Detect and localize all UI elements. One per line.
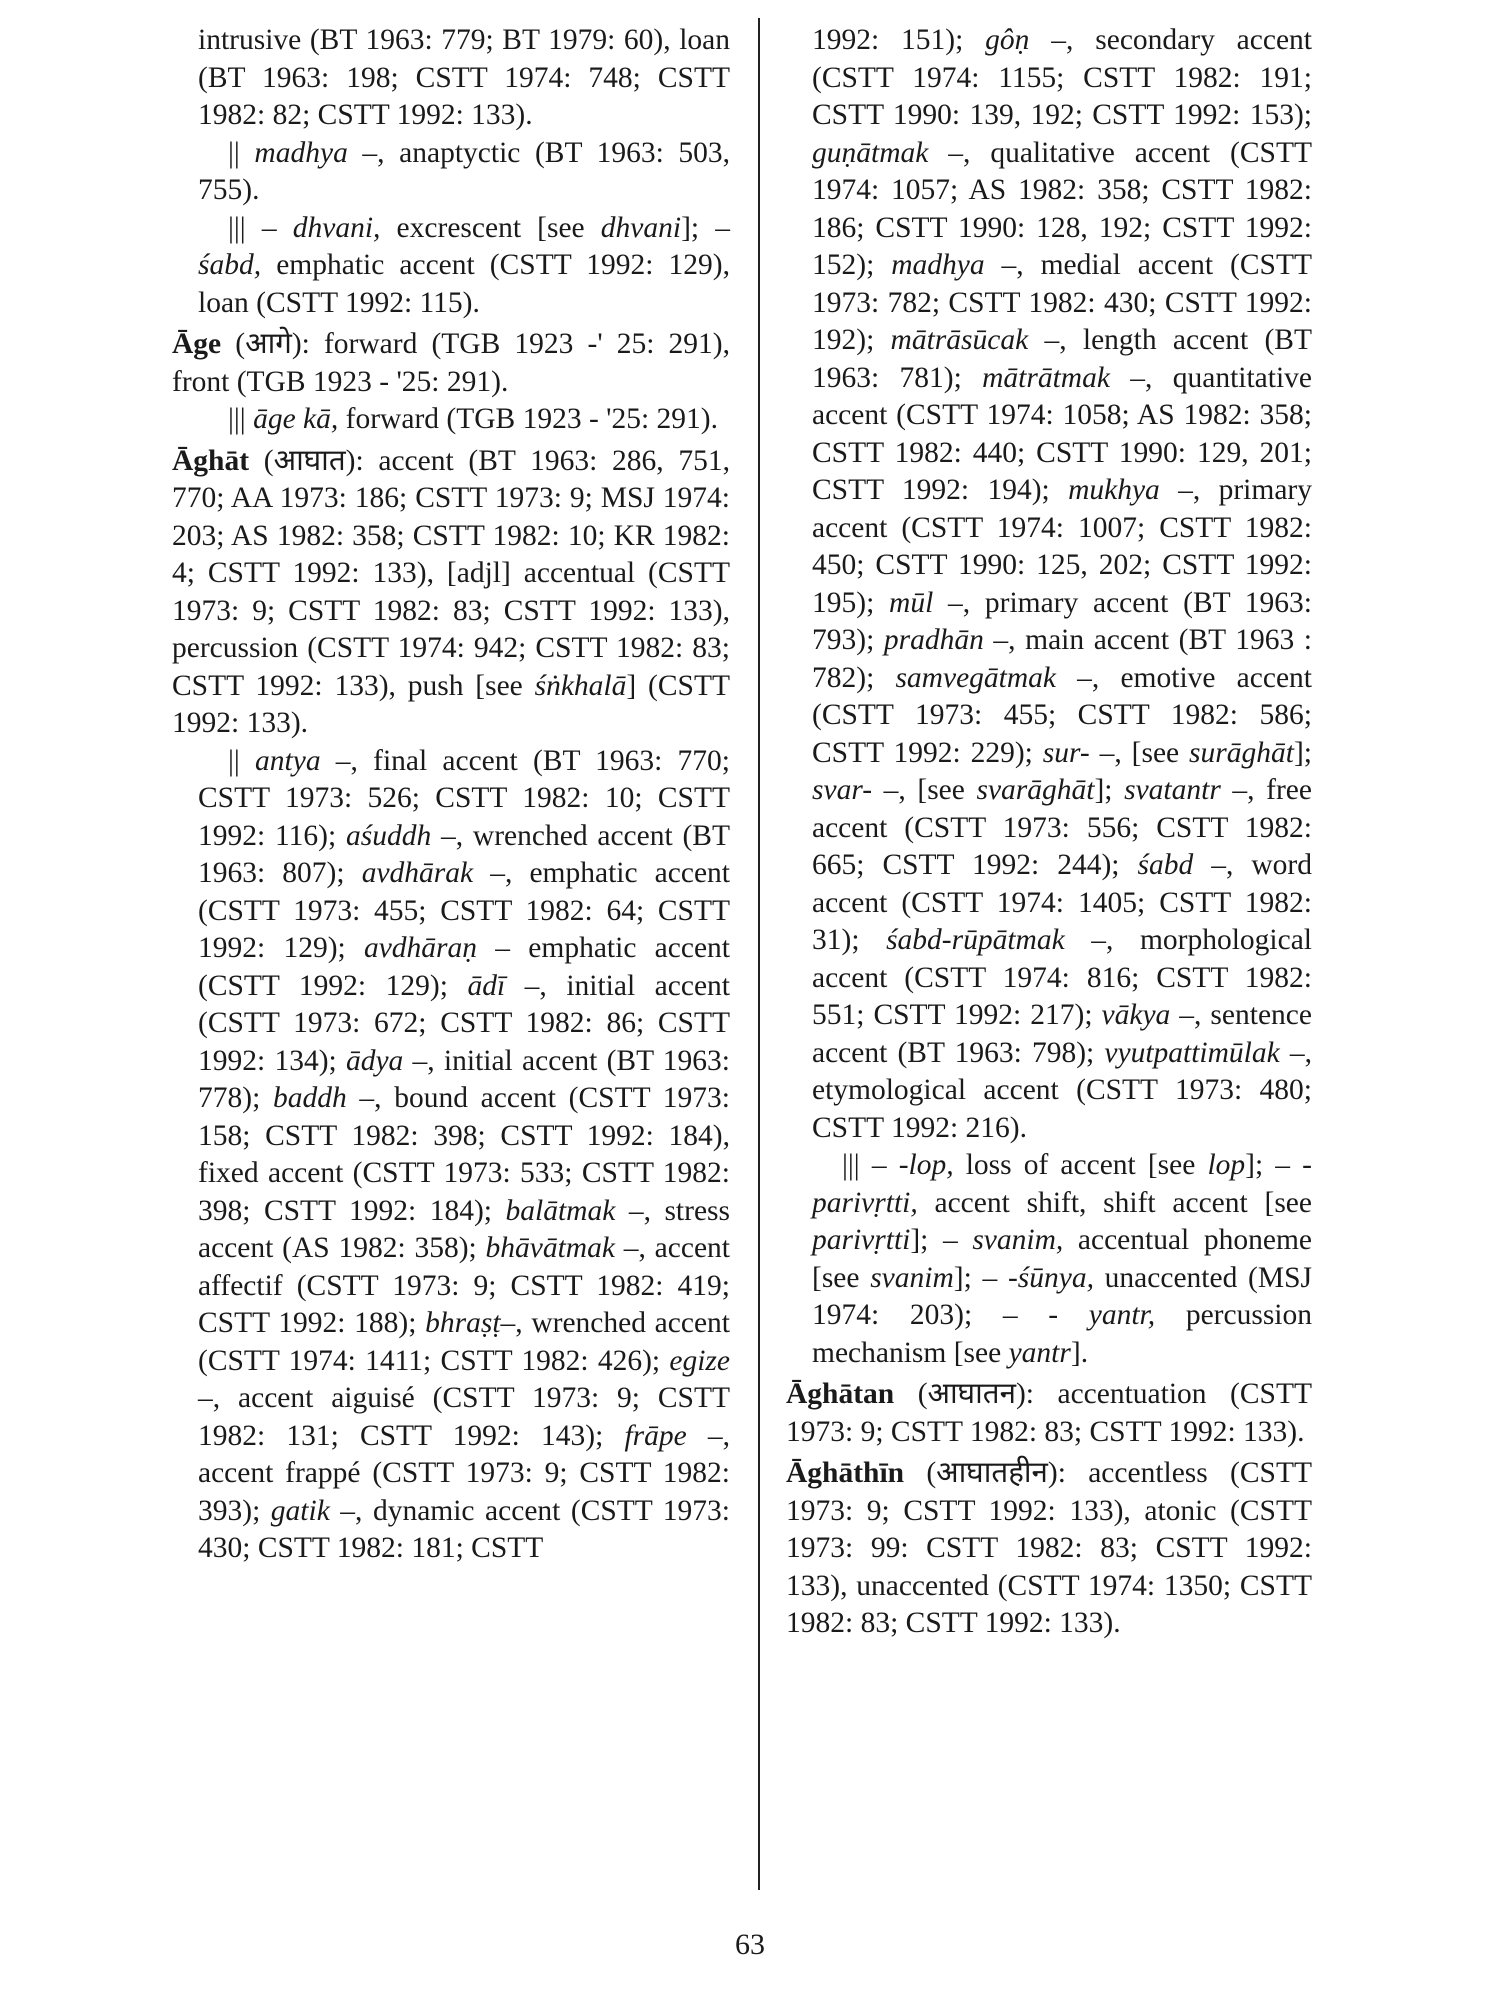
italic-term: antya <box>255 744 321 777</box>
entry-text: – emphatic accent (CSTT 1992: 129); <box>198 932 730 1002</box>
italic-term: egize <box>669 1344 730 1377</box>
italic-term: svarāghāt <box>976 774 1095 806</box>
entry-text: || <box>228 744 256 777</box>
italic-term: sur- <box>1042 736 1090 769</box>
italic-term: dhvani, <box>292 211 381 244</box>
entry-text: intrusive (BT 1963: 779; BT 1979: 60), loan (BT 1963: 198; CSTT 1974: 748; CSTT 1982: 82; CSTT 1992: 133). <box>198 24 730 131</box>
entry-text: ]; <box>1293 736 1312 769</box>
dictionary-entry <box>172 443 730 743</box>
dictionary-entry <box>172 326 730 401</box>
entry-text: –, primary accent (CSTT 1974: 1007; CSTT 1982: 450; CSTT 1990: 125, 202; CSTT 1992: 195); <box>812 474 1312 619</box>
entry-text: –, medial accent (CSTT 1973: 782; CSTT 1982: 430; CSTT 1992: 192); <box>812 249 1312 356</box>
entry-text: –, emotive accent (CSTT 1973: 455; CSTT 1982: 586; CSTT 1992: 229); <box>812 661 1312 769</box>
italic-term: ādya <box>345 1044 404 1077</box>
entry-text: –, accent frappé (CSTT 1973: 9; CSTT 1982: 393); <box>198 1419 731 1527</box>
entry-text: ]; <box>681 211 716 244</box>
entry-text: ||| – <box>842 1149 899 1181</box>
entry-text: ]. <box>1070 1336 1089 1369</box>
entry-text: (आघातहीन): accentless (CSTT 1973: 9; CSTT 1992: 133), atonic (CSTT 1973: 99: CSTT 1982: 83; CSTT 1992: 133), unaccented (CSTT 1974: 1350; CSTT 1982: 83; CSTT 1992: 133). <box>786 1457 1312 1639</box>
right-column <box>786 22 1313 1643</box>
italic-term: dhvani <box>600 211 682 244</box>
italic-term: gatik <box>270 1494 330 1527</box>
italic-term: -lop, <box>898 1149 954 1181</box>
entry-text: (आगे): forward (TGB 1923 -' 25: 291), front (TGB 1923 - '25: 291). <box>172 328 730 398</box>
entry-text: –, word accent (CSTT 1974: 1405; CSTT 1982: 31); <box>812 849 1312 956</box>
italic-term: svar- <box>812 774 873 806</box>
italic-term: -śūnya, <box>1007 1261 1094 1294</box>
italic-term: bhraṣṭ <box>425 1307 501 1339</box>
entry-text: ||| <box>228 403 254 435</box>
entry-text: ] (CSTT 1992: 133). <box>172 669 730 739</box>
entry-text: ]; <box>1094 774 1125 806</box>
entry-text: ]; – <box>953 1261 1008 1294</box>
entry-text: –, [see <box>1089 736 1190 769</box>
left-column <box>172 22 731 1568</box>
italic-term: vākya <box>1101 999 1171 1031</box>
italic-term: -parivṛtti, <box>812 1149 1312 1219</box>
italic-term: madhya <box>891 249 985 281</box>
entry-text: –, dynamic accent (CSTT 1973: 430; CSTT 1982: 181; CSTT <box>198 1494 730 1564</box>
italic-term: ādī <box>467 969 506 1002</box>
entry-text: excrescent [see <box>380 211 601 244</box>
entry-text: –, initial accent (CSTT 1973: 672; CSTT 1982: 86; CSTT 1992: 134); <box>198 969 730 1077</box>
entry-text: –, emphatic accent (CSTT 1973: 455; CSTT 1982: 64; CSTT 1992: 129); <box>198 857 730 964</box>
entry-text: –, secondary accent (CSTT 1974: 1155; CSTT 1982: 191; CSTT 1990: 139, 192; CSTT 1992: 153); <box>812 24 1313 131</box>
entry-text: –, etymological accent (CSTT 1973: 480; CSTT 1992: 216). <box>812 1036 1312 1144</box>
italic-term: mātrātmak <box>982 361 1110 394</box>
entry-text: ]; – <box>910 1224 973 1256</box>
italic-term: baddh <box>272 1082 347 1114</box>
sub-entry <box>812 1147 1312 1372</box>
italic-term: parivṛtti <box>812 1224 911 1256</box>
italic-term: avdhāraṇ <box>363 932 478 964</box>
italic-term: svanim <box>870 1261 954 1294</box>
entry-text: –, accent aiguisé (CSTT 1973: 9; CSTT 1982: 131; CSTT 1992: 143); <box>198 1382 730 1452</box>
italic-term: svatantr <box>1124 774 1221 806</box>
entry-text: (आघात): accent (BT 1963: 286, 751, 770; AA 1973: 186; CSTT 1973: 9; MSJ 1974: 203; AS 1982: 358; CSTT 1982: 10; KR 1982: 4; CSTT 1992: 133), [adjl] accentual (CSTT 1973: 9; CSTT 1982: 83; CSTT 1992: 133), percussion (CSTT 1974: 942; CSTT 1982: 83; CSTT 1992: 133), push [see <box>172 444 730 702</box>
entry-text: –, wrenched accent (BT 1963: 807); <box>198 819 731 889</box>
entry-headword: Āghāt <box>172 444 250 477</box>
italic-term: śabd <box>1137 849 1194 881</box>
entry-text: –, wrenched accent (CSTT 1974: 1411; CSTT 1982: 426); <box>198 1307 730 1377</box>
sub-entry <box>198 210 730 323</box>
entry-continuation <box>198 22 730 135</box>
italic-term: yantr <box>1008 1336 1071 1369</box>
italic-term: āge kā, <box>253 403 339 435</box>
entry-text: –, [see <box>872 774 977 806</box>
entry-text: ||| – <box>228 211 293 244</box>
entry-text: –, length accent (BT 1963: 781); <box>812 324 1312 394</box>
italic-term: pradhān <box>883 624 984 656</box>
entry-text: –, quantitative accent (CSTT 1974: 1058; AS 1982: 358; CSTT 1982: 440; CSTT 1990: 129, 201; CSTT 1992: 194); <box>812 361 1312 506</box>
italic-term: madhya <box>254 136 348 169</box>
entry-text: emphatic accent (CSTT 1992: 129), loan (CSTT 1992: 115). <box>198 249 730 319</box>
italic-term: mukhya <box>1068 474 1160 506</box>
italic-term: śabd-rūpātmak <box>886 924 1065 956</box>
sub-entry <box>198 401 730 439</box>
column-divider <box>758 18 760 1890</box>
italic-term: bhāvātmak <box>485 1232 615 1264</box>
italic-term: avdhārak <box>361 857 474 889</box>
italic-term: –śabd, <box>198 211 730 281</box>
entry-text: –, free accent (CSTT 1973: 556; CSTT 1982: 665; CSTT 1992: 244); <box>812 774 1312 881</box>
entry-headword: Āghāthīn <box>786 1457 905 1489</box>
entry-text: ]; – <box>1245 1149 1303 1181</box>
italic-term: gôṇ <box>985 24 1030 56</box>
italic-term: svanim, <box>972 1224 1064 1256</box>
italic-term: yantr, <box>1088 1299 1156 1331</box>
entry-continuation <box>812 22 1312 1147</box>
entry-text: || <box>228 136 255 169</box>
italic-term: mūl <box>889 586 934 619</box>
entry-text: –, final accent (BT 1963: 770; CSTT 1973: 526; CSTT 1982: 10; CSTT 1992: 116); <box>198 744 730 852</box>
entry-text: forward (TGB 1923 - '25: 291). <box>338 403 719 435</box>
dictionary-entry <box>786 1376 1312 1451</box>
entry-text: unaccented (MSJ 1974: 203); – - <box>812 1261 1312 1331</box>
italic-term: vyutpattimūlak <box>1104 1036 1280 1069</box>
entry-text: –, primary accent (BT 1963: 793); <box>812 586 1312 656</box>
entry-headword: Āghātan <box>786 1378 895 1410</box>
italic-term: guṇātmak <box>812 136 929 169</box>
italic-term: aśuddh <box>345 819 432 852</box>
italic-term: frāpe <box>624 1419 687 1452</box>
entry-text: loss of accent [see <box>953 1149 1208 1181</box>
entry-headword: Āge <box>172 328 222 360</box>
italic-term: samvegātmak <box>895 661 1057 694</box>
entry-text: 1992: 151); <box>812 24 986 56</box>
dictionary-entry <box>786 1455 1312 1643</box>
entry-text: –, stress accent (AS 1982: 358); <box>198 1194 730 1264</box>
sub-entry <box>198 743 730 1568</box>
entry-text: –, anaptyctic (BT 1963: 503, 755). <box>198 136 730 206</box>
italic-term: balātmak <box>505 1194 616 1227</box>
page-number: 63 <box>735 1928 765 1961</box>
entry-text: –, bound accent (CSTT 1973: 158; CSTT 1982: 398; CSTT 1992: 184), fixed accent (CSTT 1973: 533; CSTT 1982: 398; CSTT 1992: 184); <box>198 1082 730 1227</box>
entry-text: –, initial accent (BT 1963: 778); <box>198 1044 731 1114</box>
entry-text: accentual phoneme [see <box>812 1224 1312 1294</box>
entry-text: (आघातन): accentuation (CSTT 1973: 9; CSTT 1982: 83; CSTT 1992: 133). <box>786 1378 1312 1448</box>
entry-text: –, main accent (BT 1963 : 782); <box>812 624 1312 694</box>
entry-text: –, qualitative accent (CSTT 1974: 1057; AS 1982: 358; CSTT 1982: 186; CSTT 1990: 128, 192; CSTT 1992: 152); <box>812 136 1312 281</box>
entry-text: percussion mechanism [see <box>812 1299 1312 1369</box>
italic-term: śṅkhalā <box>534 669 627 702</box>
entry-text: –, morphological accent (CSTT 1974: 816; CSTT 1982: 551; CSTT 1992: 217); <box>812 924 1312 1031</box>
sub-entry <box>198 135 730 210</box>
entry-text: –, sentence accent (BT 1963: 798); <box>812 999 1312 1069</box>
entry-text: –, accent affectif (CSTT 1973: 9; CSTT 1982: 419; CSTT 1992: 188); <box>198 1232 730 1339</box>
italic-term: surāghāt <box>1189 736 1294 769</box>
italic-term: mātrāsūcak <box>890 324 1029 356</box>
entry-text: accent shift, shift accent [see <box>917 1186 1312 1219</box>
italic-term: lop <box>1207 1149 1246 1181</box>
